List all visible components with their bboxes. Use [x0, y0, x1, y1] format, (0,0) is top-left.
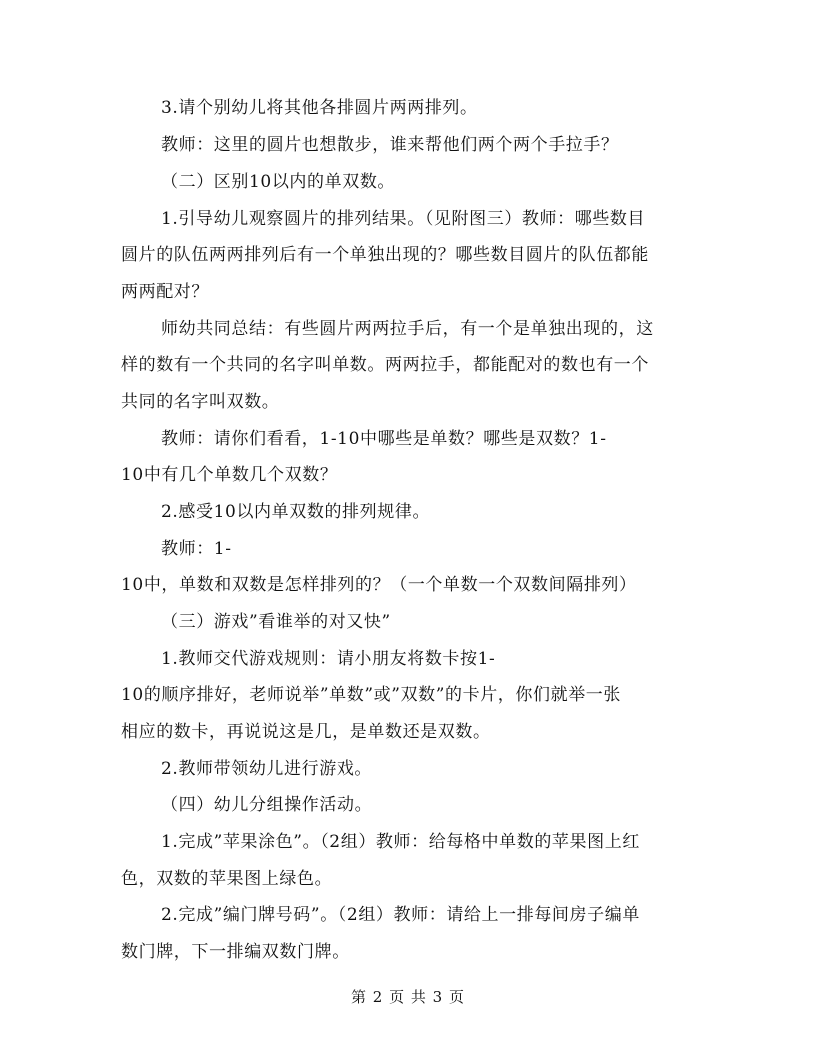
paragraph-line: 2.完成”编门牌号码”。（2组）教师：请给上一排每间房子编单	[161, 905, 640, 925]
section-heading: （四）幼儿分组操作活动。	[161, 795, 373, 815]
paragraph-line: 10中，单数和双数是怎样排列的？（一个单数一个双数间隔排列）	[121, 575, 637, 595]
paragraph-line: 2.感受10以内单双数的排列规律。	[161, 502, 431, 522]
paragraph-line: 数门牌，下一排编双数门牌。	[121, 942, 350, 962]
section-heading: （二）区别10以内的单双数。	[161, 172, 396, 192]
paragraph-line: 圆片的队伍两两排列后有一个单独出现的？哪些数目圆片的队伍都能	[121, 245, 649, 265]
paragraph-line: 相应的数卡，再说说这是几，是单数还是双数。	[121, 722, 491, 742]
paragraph-line: 教师：这里的圆片也想散步，谁来帮他们两个两个手拉手？	[161, 135, 619, 155]
page-number-footer: 第 2 页 共 3 页	[351, 988, 465, 1006]
paragraph-line: 1.教师交代游戏规则：请小朋友将数卡按1-	[161, 649, 496, 669]
paragraph-line: 共同的名字叫双数。	[121, 392, 280, 412]
paragraph-line: 2.教师带领幼儿进行游戏。	[161, 759, 373, 779]
paragraph-line: 10中有几个单数几个双数？	[121, 465, 338, 485]
paragraph-line: 教师：请你们看看，1-10中哪些是单数？哪些是双数？1-	[161, 429, 607, 449]
paragraph-line: 1.完成”苹果涂色”。（2组）教师：给每格中单数的苹果图上红	[161, 832, 640, 852]
paragraph-line: 两两配对？	[121, 282, 209, 302]
section-heading: （三）游戏”看谁举的对又快”	[161, 612, 391, 632]
paragraph-line: 3.请个别幼儿将其他各排圆片两两排列。	[161, 98, 478, 118]
paragraph-line: 1.引导幼儿观察圆片的排列结果。（见附图三）教师：哪些数目	[161, 209, 646, 229]
paragraph-line: 教师：1-	[161, 539, 232, 559]
paragraph-line: 样的数有一个共同的名字叫单数。两两拉手，都能配对的数也有一个	[121, 355, 649, 375]
paragraph-line: 色，双数的苹果图上绿色。	[121, 869, 333, 889]
paragraph-line: 10的顺序排好，老师说举”单数”或”双数”的卡片，你们就举一张	[121, 685, 621, 705]
paragraph-line: 师幼共同总结：有些圆片两两拉手后，有一个是单独出现的，这	[161, 319, 654, 339]
